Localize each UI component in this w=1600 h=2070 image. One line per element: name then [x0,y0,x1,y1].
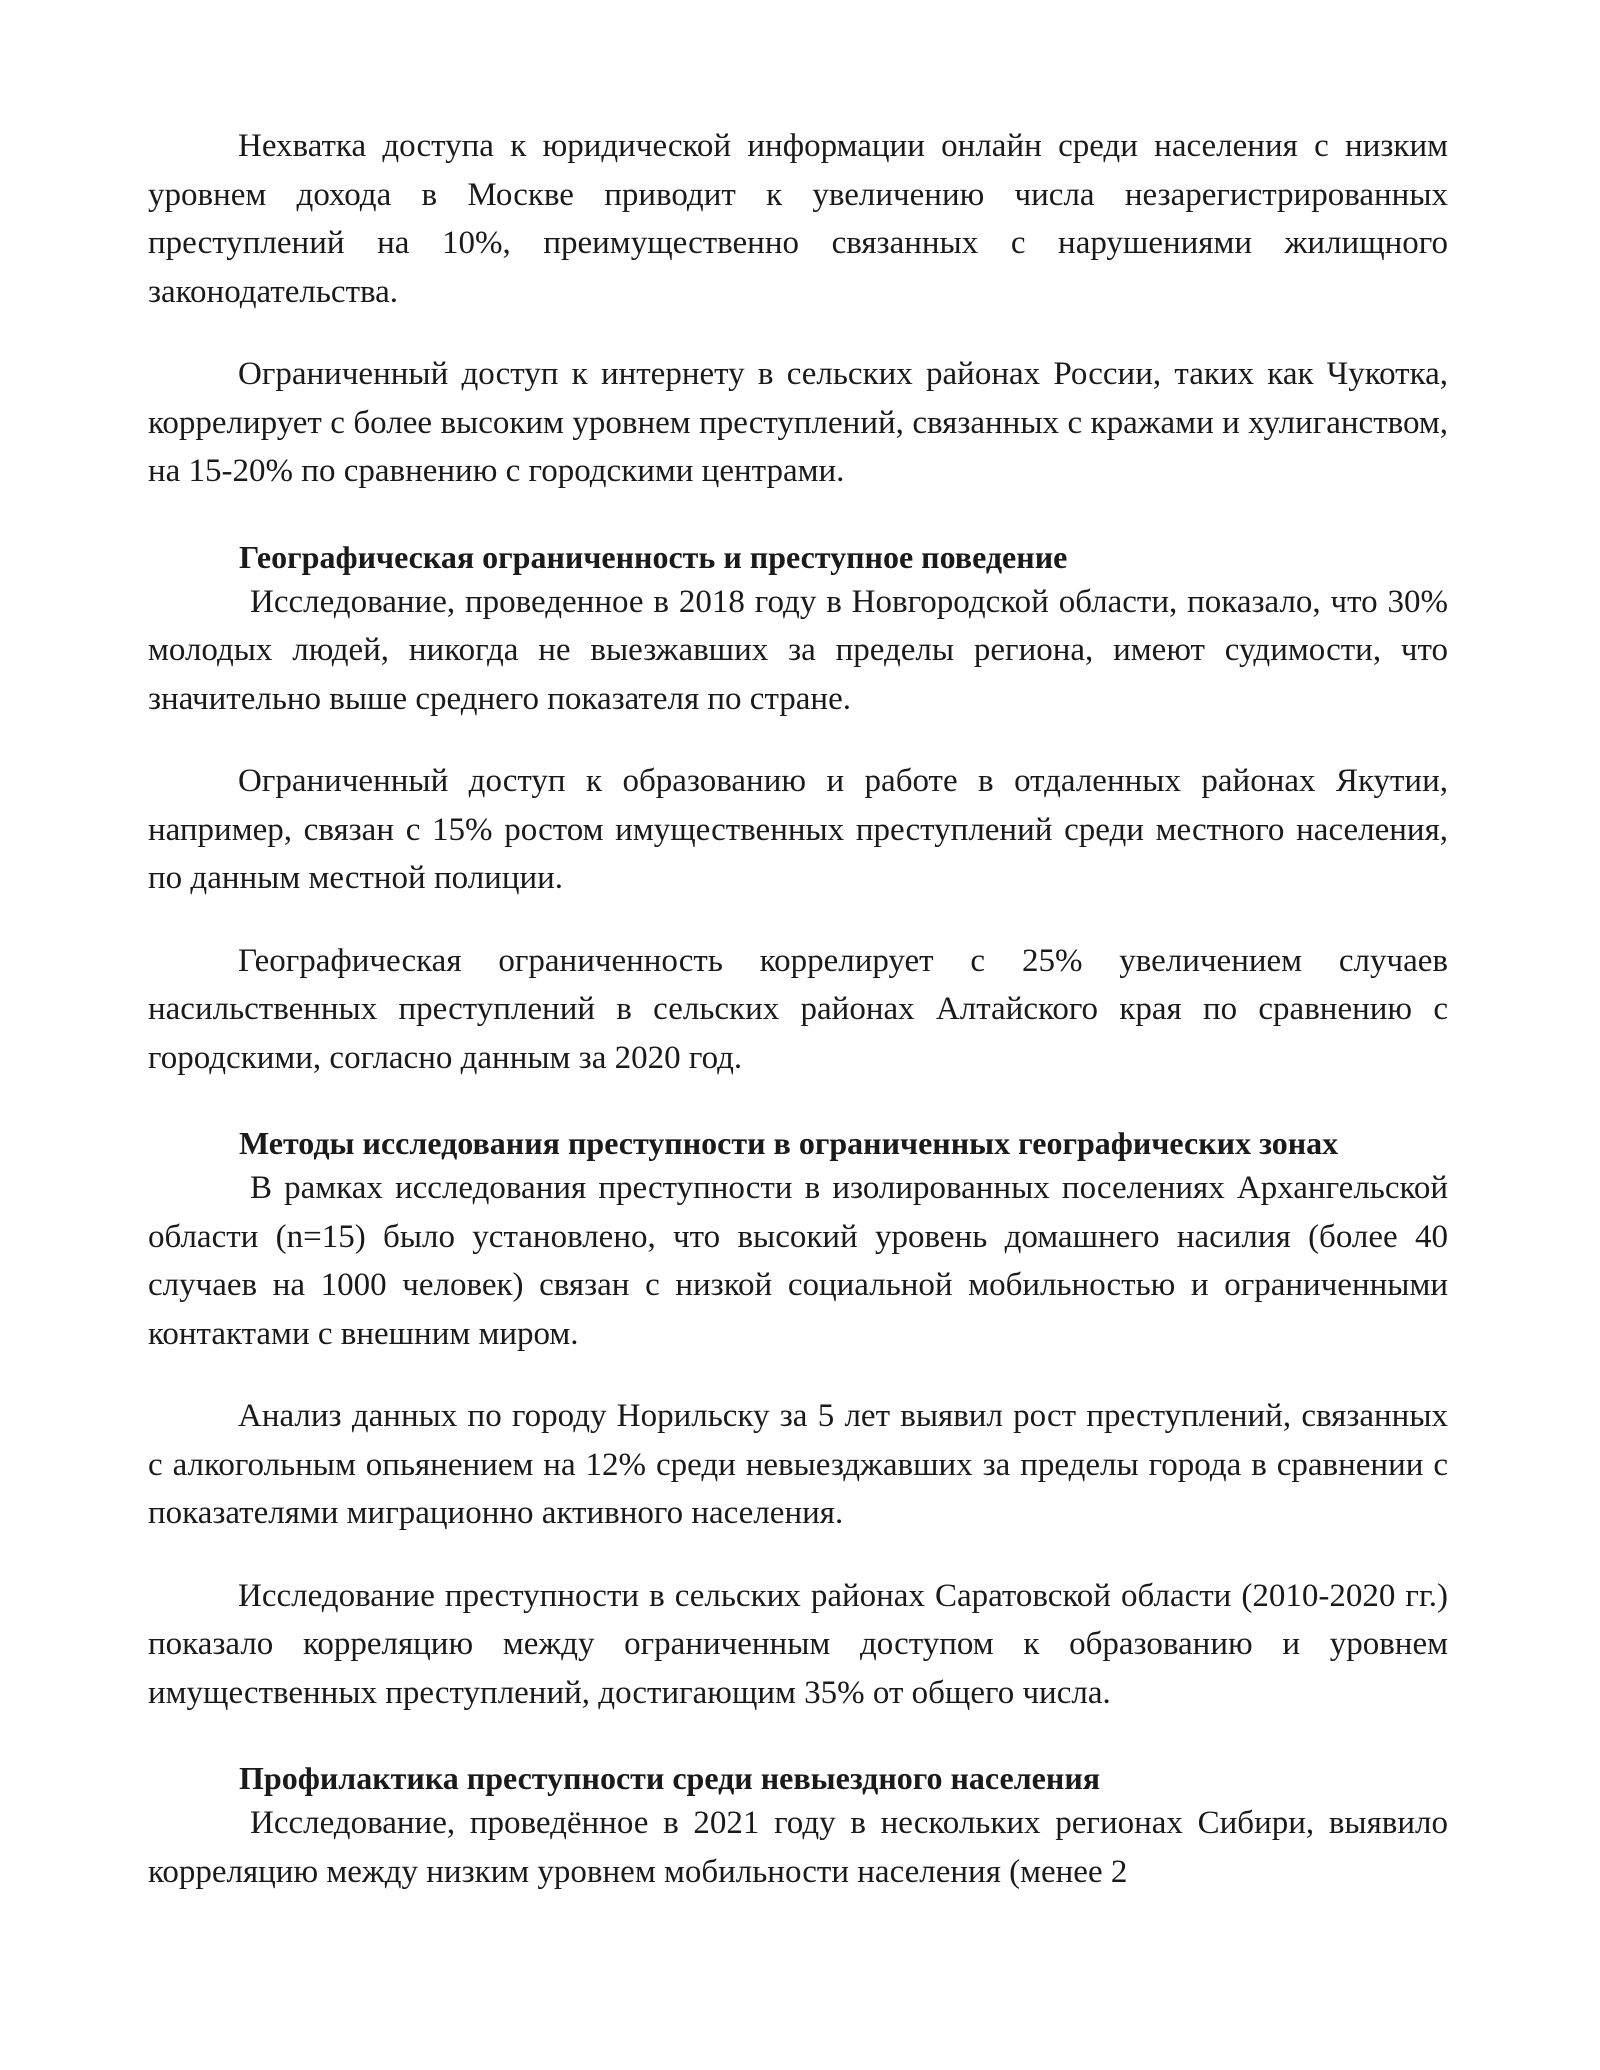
paragraph-legal-info-access: Нехватка доступа к юридической информации онлайн среди населения с низким уровнем дохода в Москве приводит к увеличению числа незарегистрированных преступлений на 10%, преимущественно связанных с нарушениями жилищного законодательства. [148,128,1448,310]
heading-crime-prevention: Профилактика преступности среди невыездного населения [239,1760,1101,1796]
document-page [148,122,1448,1896]
paragraph-altai-violence: Географическая ограниченность коррелирует с 25% увеличением случаев насильственных преступлений в сельских районах Алтайского края по сравнению с городскими, согласно данным за 2020 год. [148,942,1448,1076]
paragraph-siberia-study: Исследование, проведённое в 2021 году в нескольких регионах Сибири, выявило корреляцию между низким уровнем мобильности населения (менее 2 [148,1805,1448,1890]
paragraph-internet-access-chukotka: Ограниченный доступ к интернету в сельских районах России, таких как Чукотка, коррелирует с более высоким уровнем преступлений, связанных с кражами и хулиганством, на 15-20% по сравнению с городскими центрами. [148,356,1448,489]
paragraph-saratov-study: Исследование преступности в сельских районах Саратовской области (2010-2020 гг.) показало корреляцию между ограниченным доступом к образованию и уровнем имущественных преступлений, достигающим 35% от общего числа. [148,1577,1448,1711]
paragraph-norilsk-analysis: Анализ данных по городу Норильску за 5 лет выявил рост преступлений, связанных с алкогольным опьянением на 12% среди невыезджавших за пределы города в сравнении с показателями миграционно активного населения. [148,1398,1448,1531]
paragraph-novgorod-study: Исследование, проведенное в 2018 году в Новгородской области, показало, что 30% молодых людей, никогда не выезжавших за пределы региона, имеют судимости, что значительно выше среднего показателя по стране. [148,583,1448,717]
paragraph-yakutia-access: Ограниченный доступ к образованию и работе в отдаленных районах Якутии, например, связан с 15% ростом имущественных преступлений среди местного населения, по данным местной полиции. [148,763,1448,896]
paragraph-arkhangelsk-study: В рамках исследования преступности в изолированных поселениях Архангельской области (n=15) было установлено, что высокий уровень домашнего насилия (более 40 случаев на 1000 человек) связан с низкой социальной мобильностью и ограниченными контактами с внешним миром. [148,1170,1448,1352]
heading-geographic-limitation: Географическая ограниченность и преступное поведение [239,538,1068,575]
heading-research-methods: Методы исследования преступности в ограниченных географических зонах [239,1125,1339,1161]
